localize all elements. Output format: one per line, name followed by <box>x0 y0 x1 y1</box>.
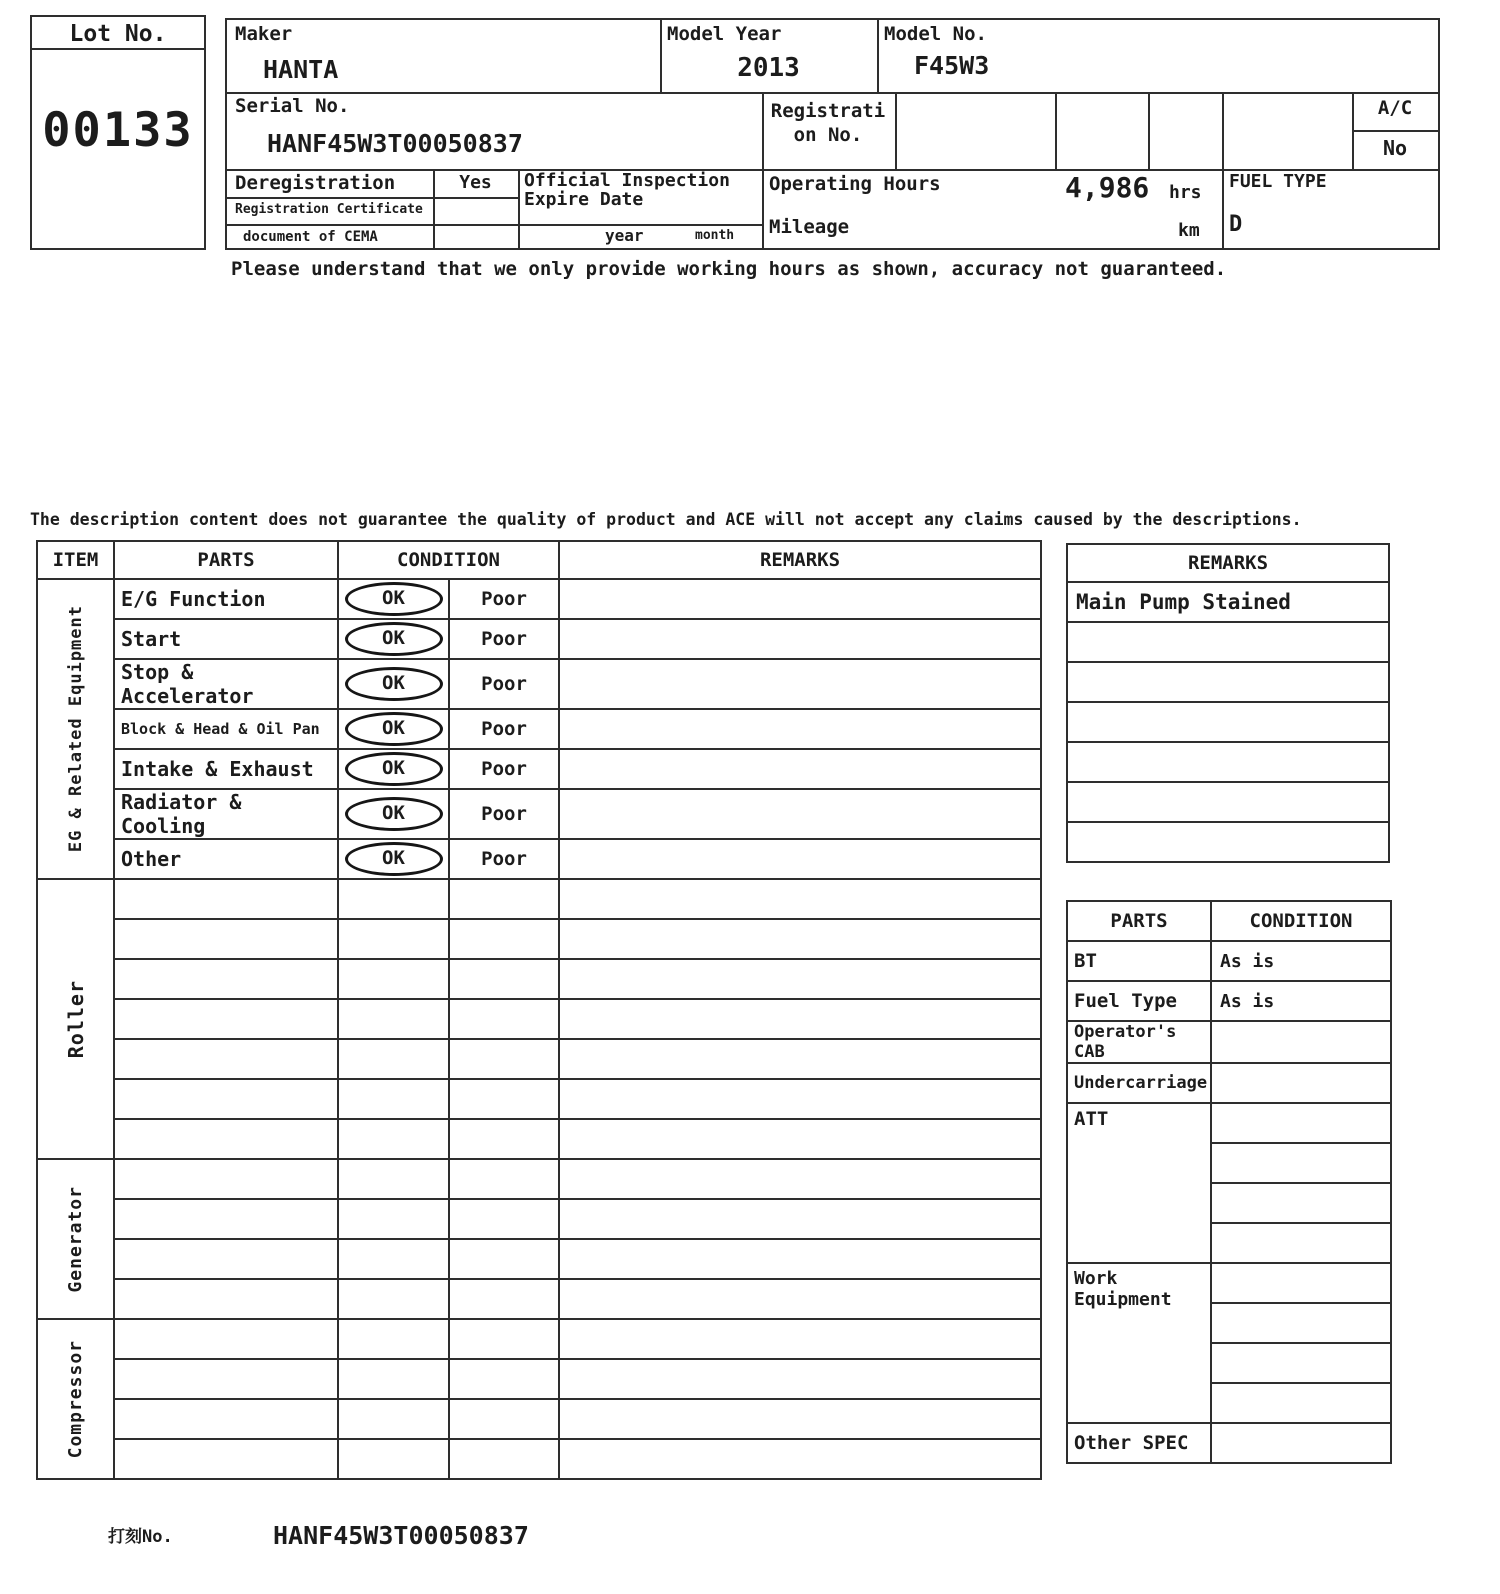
condition-ok-cell <box>338 1359 449 1399</box>
part-cell: Start <box>114 619 338 659</box>
part-cell <box>114 1239 338 1279</box>
maker-label: Maker <box>235 23 293 45</box>
table-row <box>37 1079 1041 1119</box>
part-cell: Stop & Accelerator <box>114 659 338 709</box>
table-row <box>37 579 1041 619</box>
condition-ok-cell <box>338 789 449 839</box>
spec-row <box>1067 1021 1391 1063</box>
part-cell: Radiator & Cooling <box>114 789 338 839</box>
remarks-cell <box>559 1319 1041 1359</box>
remarks-cell <box>559 1399 1041 1439</box>
table-row <box>37 1239 1041 1279</box>
ac-value: No <box>1382 136 1408 160</box>
condition-poor-cell <box>449 999 559 1039</box>
part-cell <box>114 1279 338 1319</box>
table-row <box>37 999 1041 1039</box>
col-header-condition: CONDITION <box>338 541 559 579</box>
condition-poor-cell <box>449 1239 559 1279</box>
condition-poor-cell <box>449 1399 559 1439</box>
condition-poor-cell <box>449 1159 559 1199</box>
remarks-cell <box>559 579 1041 619</box>
table-row <box>37 1119 1041 1159</box>
lot-box <box>30 15 206 250</box>
col-header-remarks: REMARKS <box>559 541 1041 579</box>
remarks-row <box>1067 662 1389 702</box>
official-inspection-year-label: year <box>605 226 644 245</box>
working-hours-note: Please understand that we only provide working hours as shown, accuracy not guaranteed. <box>231 258 1227 280</box>
part-cell: Block & Head & Oil Pan <box>114 709 338 749</box>
operating-hours-value: 4,986 <box>1065 171 1150 204</box>
part-cell <box>114 1439 338 1479</box>
spec-part-cell: BT <box>1067 941 1211 981</box>
condition-poor-cell: Poor <box>449 619 559 659</box>
table-row <box>37 1199 1041 1239</box>
mileage-unit: km <box>1178 220 1200 241</box>
official-inspection-label-line1: Official Inspection <box>524 170 730 191</box>
remarks-cell <box>559 839 1041 879</box>
part-cell <box>114 919 338 959</box>
deregistration-value: Yes <box>459 172 492 193</box>
part-cell <box>114 1079 338 1119</box>
condition-ok-cell <box>338 1399 449 1439</box>
spec-row <box>1067 981 1391 1021</box>
deregistration-label: Deregistration <box>235 172 396 194</box>
serial-no-value: HANF45W3T00050837 <box>267 129 523 158</box>
condition-poor-cell <box>449 959 559 999</box>
model-no-value: F45W3 <box>914 51 990 80</box>
condition-ok-cell <box>338 1199 449 1239</box>
condition-poor-cell <box>449 879 559 919</box>
table-row <box>37 1359 1041 1399</box>
col-header-parts: PARTS <box>114 541 338 579</box>
remarks-cell <box>559 1039 1041 1079</box>
table-row <box>37 959 1041 999</box>
part-cell: Intake & Exhaust <box>114 749 338 789</box>
remarks-cell <box>559 1439 1041 1479</box>
remarks-cell <box>559 659 1041 709</box>
condition-ok-cell <box>338 959 449 999</box>
official-inspection-month-label: month <box>695 228 735 243</box>
ok-circled: OK <box>345 752 443 786</box>
remarks-row <box>1067 622 1389 662</box>
condition-poor-cell: Poor <box>449 659 559 709</box>
condition-poor-cell: Poor <box>449 789 559 839</box>
spec-part-cell: Operator's CAB <box>1067 1021 1211 1063</box>
spec-part-cell-work-equipment: Work Equipment <box>1067 1263 1211 1423</box>
condition-ok-cell <box>338 1119 449 1159</box>
registration-no-label: Registration No. <box>770 100 886 146</box>
spec-header-parts: PARTS <box>1067 901 1211 941</box>
spec-condition-cell <box>1211 1063 1391 1103</box>
remarks-cell <box>559 1199 1041 1239</box>
condition-ok-cell <box>338 1319 449 1359</box>
condition-ok-cell <box>338 879 449 919</box>
condition-poor-cell <box>449 1039 559 1079</box>
official-inspection-label-line2: Expire Date <box>524 189 644 210</box>
table-row <box>37 789 1041 839</box>
table-row <box>37 839 1041 879</box>
ok-circled: OK <box>345 797 443 831</box>
header-form <box>225 18 1440 250</box>
operating-hours-label: Operating Hours <box>769 173 941 195</box>
description-note: The description content does not guarantee the quality of product and ACE will not accept any claims caused by the descriptions. <box>30 510 1302 529</box>
part-cell: E/G Function <box>114 579 338 619</box>
part-cell <box>114 1119 338 1159</box>
part-cell <box>114 1359 338 1399</box>
remarks-cell <box>559 749 1041 789</box>
remarks-cell <box>559 709 1041 749</box>
condition-ok-cell <box>338 1279 449 1319</box>
condition-ok-cell <box>338 749 449 789</box>
remarks-cell <box>559 1119 1041 1159</box>
col-header-item: ITEM <box>37 541 114 579</box>
table-row <box>37 1319 1041 1359</box>
condition-table <box>36 540 1042 1480</box>
remarks-row <box>1067 742 1389 782</box>
section-label-generator: Generator <box>37 1159 114 1319</box>
remarks-row <box>1067 822 1389 862</box>
section-label-eg: EG & Related Equipment <box>37 579 114 879</box>
part-cell <box>114 879 338 919</box>
spec-row <box>1067 941 1391 981</box>
table-row <box>37 879 1041 919</box>
condition-poor-cell: Poor <box>449 709 559 749</box>
condition-poor-cell <box>449 1199 559 1239</box>
fuel-type-label: FUEL TYPE <box>1229 171 1327 192</box>
spec-row <box>1067 1423 1391 1463</box>
remarks-cell <box>559 1239 1041 1279</box>
spec-row <box>1067 1103 1391 1143</box>
remarks-cell <box>559 1079 1041 1119</box>
lot-label: Lot No. <box>69 21 167 47</box>
remarks-cell <box>559 959 1041 999</box>
table-row <box>37 1399 1041 1439</box>
spec-condition-cell <box>1211 1143 1391 1183</box>
ok-circled: OK <box>345 667 443 701</box>
condition-ok-cell <box>338 1239 449 1279</box>
condition-poor-cell <box>449 1439 559 1479</box>
model-year-label: Model Year <box>667 23 782 45</box>
table-row <box>37 1159 1041 1199</box>
condition-ok-cell <box>338 619 449 659</box>
section-label-roller: Roller <box>37 879 114 1159</box>
remarks-row: Main Pump Stained <box>1067 582 1389 622</box>
condition-ok-cell <box>338 659 449 709</box>
condition-ok-cell <box>338 839 449 879</box>
spec-part-cell: Other SPEC <box>1067 1423 1211 1463</box>
spec-condition-cell <box>1211 1263 1391 1303</box>
table-row <box>37 1279 1041 1319</box>
table-row <box>37 619 1041 659</box>
part-cell <box>114 999 338 1039</box>
spec-part-cell: Undercarriage <box>1067 1063 1211 1103</box>
document-of-cema-label: document of CEMA <box>243 229 378 245</box>
spec-condition-cell: As is <box>1211 941 1391 981</box>
maker-value: HANTA <box>263 55 339 84</box>
part-cell <box>114 1039 338 1079</box>
mileage-label: Mileage <box>769 216 850 238</box>
table-row <box>37 709 1041 749</box>
part-cell <box>114 1399 338 1439</box>
spec-condition-cell <box>1211 1021 1391 1063</box>
remarks-cell <box>559 789 1041 839</box>
table-row <box>37 659 1041 709</box>
registration-certificate-label: Registration Certificate <box>235 202 423 217</box>
spec-condition-cell <box>1211 1223 1391 1263</box>
condition-poor-cell <box>449 919 559 959</box>
spec-condition-cell <box>1211 1303 1391 1343</box>
condition-poor-cell: Poor <box>449 839 559 879</box>
spec-condition-cell <box>1211 1423 1391 1463</box>
ok-circled: OK <box>345 582 443 616</box>
fuel-type-value: D <box>1229 212 1243 237</box>
lot-value: 00133 <box>42 103 194 158</box>
spec-condition-cell <box>1211 1183 1391 1223</box>
part-cell <box>114 1199 338 1239</box>
condition-poor-cell <box>449 1279 559 1319</box>
spec-condition-cell <box>1211 1343 1391 1383</box>
remarks-cell <box>559 999 1041 1039</box>
condition-poor-cell <box>449 1359 559 1399</box>
remarks-cell <box>559 1279 1041 1319</box>
condition-ok-cell <box>338 1439 449 1479</box>
remarks-box <box>1066 543 1390 863</box>
condition-ok-cell <box>338 1079 449 1119</box>
condition-ok-cell <box>338 1039 449 1079</box>
remarks-cell <box>559 919 1041 959</box>
table-row <box>37 749 1041 789</box>
spec-row <box>1067 1263 1391 1303</box>
stamp-no-value: HANF45W3T00050837 <box>273 1521 529 1550</box>
spec-row <box>1067 1063 1391 1103</box>
condition-poor-cell: Poor <box>449 579 559 619</box>
serial-no-label: Serial No. <box>235 95 350 117</box>
condition-poor-cell <box>449 1119 559 1159</box>
condition-ok-cell <box>338 999 449 1039</box>
remarks-cell <box>559 1159 1041 1199</box>
remarks-cell <box>559 619 1041 659</box>
spec-part-cell: Fuel Type <box>1067 981 1211 1021</box>
condition-poor-cell <box>449 1079 559 1119</box>
condition-ok-cell <box>338 1159 449 1199</box>
part-cell: Other <box>114 839 338 879</box>
part-cell <box>114 1319 338 1359</box>
ac-label: A/C <box>1377 97 1413 119</box>
section-label-compressor: Compressor <box>37 1319 114 1479</box>
table-row <box>37 919 1041 959</box>
spec-box <box>1066 900 1392 1464</box>
stamp-no-label: 打刻No. <box>108 1527 173 1547</box>
remarks-row <box>1067 702 1389 742</box>
spec-header-condition: CONDITION <box>1211 901 1391 941</box>
table-row <box>37 1039 1041 1079</box>
spec-condition-cell: As is <box>1211 981 1391 1021</box>
condition-poor-cell: Poor <box>449 749 559 789</box>
model-year-value: 2013 <box>737 53 800 83</box>
spec-condition-cell <box>1211 1103 1391 1143</box>
condition-ok-cell <box>338 919 449 959</box>
remarks-box-header: REMARKS <box>1067 544 1389 582</box>
condition-ok-cell <box>338 579 449 619</box>
remarks-row <box>1067 782 1389 822</box>
part-cell <box>114 959 338 999</box>
ok-circled: OK <box>345 622 443 656</box>
ok-circled: OK <box>345 842 443 876</box>
remarks-cell <box>559 1359 1041 1399</box>
operating-hours-unit: hrs <box>1169 182 1202 203</box>
part-cell <box>114 1159 338 1199</box>
spec-part-cell-att: ATT <box>1067 1103 1211 1263</box>
table-row <box>37 1439 1041 1479</box>
spec-condition-cell <box>1211 1383 1391 1423</box>
condition-ok-cell <box>338 709 449 749</box>
model-no-label: Model No. <box>884 23 987 45</box>
ok-circled: OK <box>345 712 443 746</box>
condition-poor-cell <box>449 1319 559 1359</box>
remarks-cell <box>559 879 1041 919</box>
